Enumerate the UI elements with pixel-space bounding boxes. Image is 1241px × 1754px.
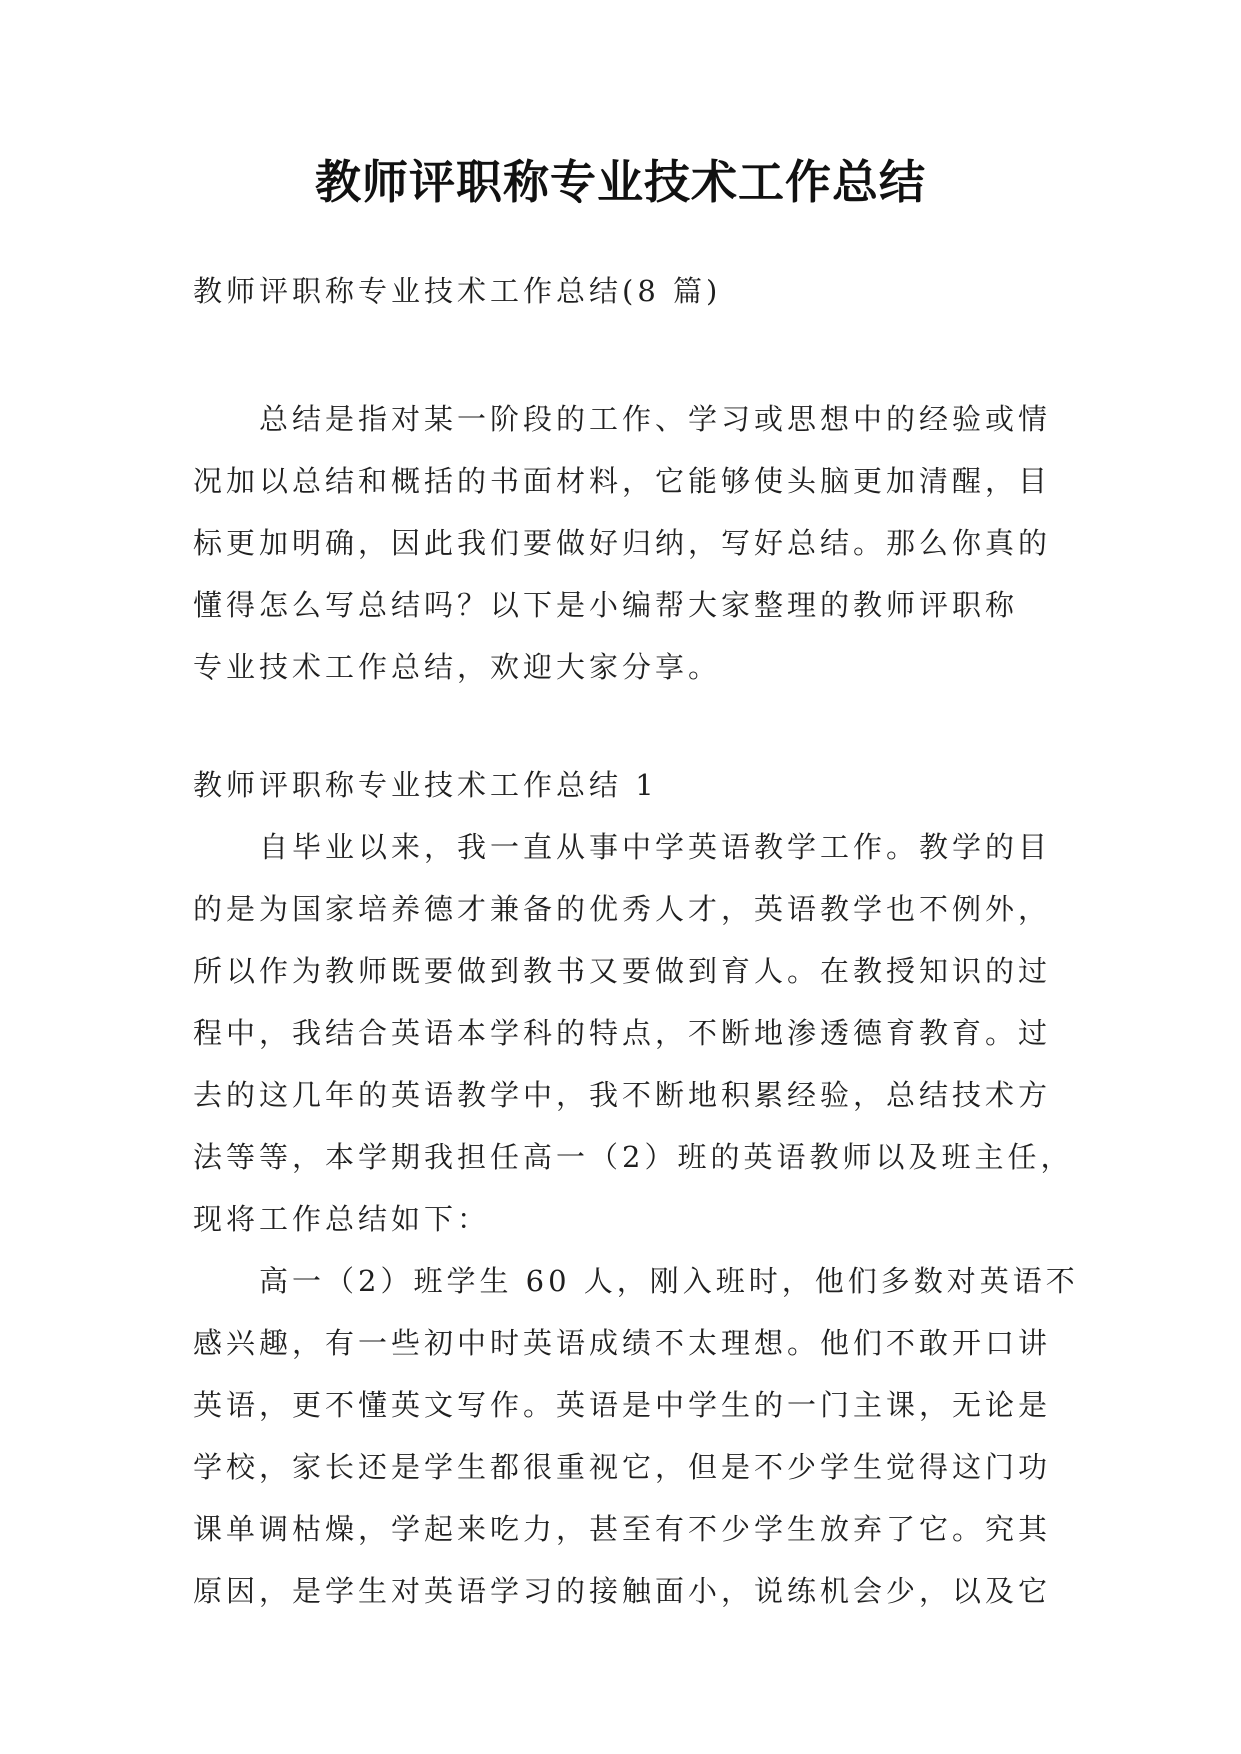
paragraph-line: 高一（2）班学生 60 人，刚入班时，他们多数对英语不 <box>259 1264 1079 1298</box>
section-heading: 教师评职称专业技术工作总结 1 <box>193 768 658 802</box>
paragraph-line: 所以作为教师既要做到教书又要做到育人。在教授知识的过 <box>193 954 1052 988</box>
document-title: 教师评职称专业技术工作总结 <box>315 155 926 209</box>
paragraph-line: 法等等，本学期我担任高一（2）班的英语教师以及班主任， <box>193 1140 1074 1174</box>
intro-paragraph <box>193 388 1053 698</box>
paragraph-line: 学校，家长还是学生都很重视它，但是不少学生觉得这门功 <box>193 1450 1052 1484</box>
paragraph-line: 标更加明确，因此我们要做好归纳，写好总结。那么你真的 <box>193 526 1052 560</box>
paragraph-line: 去的这几年的英语教学中，我不断地积累经验，总结技术方 <box>193 1078 1052 1112</box>
paragraph-line: 总结是指对某一阶段的工作、学习或思想中的经验或情 <box>259 402 1052 436</box>
section1-paragraph-1 <box>193 816 1074 1250</box>
document-body <box>193 260 1079 1622</box>
paragraph-line: 程中，我结合英语本学科的特点，不断地渗透德育教育。过 <box>193 1016 1052 1050</box>
document-subtitle: 教师评职称专业技术工作总结(8 篇) <box>193 274 722 308</box>
paragraph-line: 感兴趣，有一些初中时英语成绩不太理想。他们不敢开口讲 <box>193 1326 1052 1360</box>
paragraph-line: 况加以总结和概括的书面材料，它能够使头脑更加清醒，目 <box>193 464 1052 498</box>
paragraph-line: 课单调枯燥，学起来吃力，甚至有不少学生放弃了它。究其 <box>193 1512 1052 1546</box>
paragraph-line: 的是为国家培养德才兼备的优秀人才，英语教学也不例外， <box>193 892 1052 926</box>
paragraph-line: 懂得怎么写总结吗？以下是小编帮大家整理的教师评职称 <box>193 588 1019 622</box>
paragraph-line: 专业技术工作总结，欢迎大家分享。 <box>193 650 722 684</box>
paragraph-line: 自毕业以来，我一直从事中学英语教学工作。教学的目 <box>259 830 1052 864</box>
paragraph-line: 现将工作总结如下： <box>193 1202 491 1236</box>
paragraph-line: 原因，是学生对英语学习的接触面小，说练机会少，以及它 <box>193 1574 1052 1608</box>
section1-paragraph-2 <box>193 1250 1079 1622</box>
paragraph-line: 英语，更不懂英文写作。英语是中学生的一门主课，无论是 <box>193 1388 1052 1422</box>
